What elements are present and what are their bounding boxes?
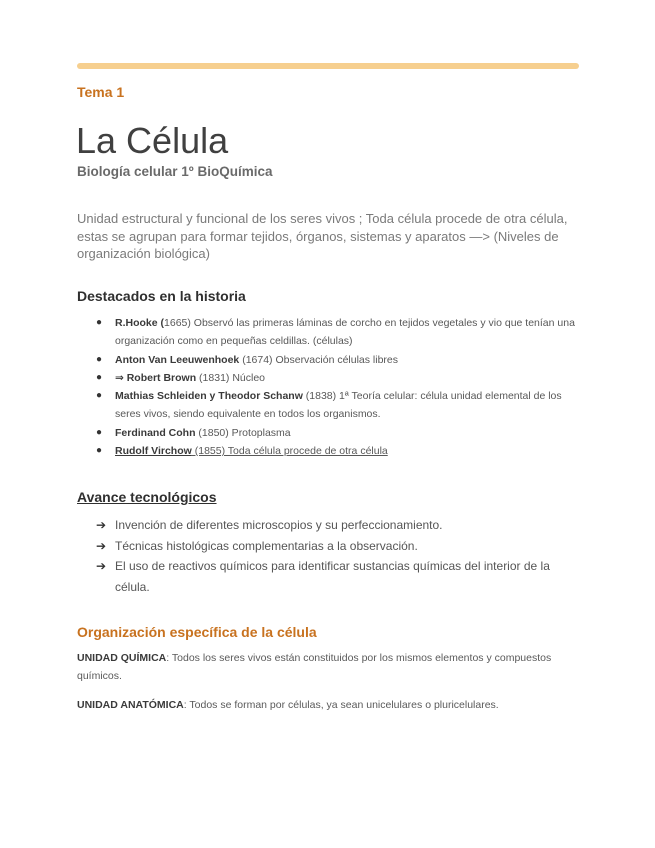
scientist-name: Anton Van Leeuwenhoek [115, 353, 240, 366]
anatomical-unit-text: : Todos se forman por células, ya sean unicelulares o pluricelulares. [183, 699, 499, 711]
list-item-text: (1850) Protoplasma [195, 426, 291, 439]
top-accent-rule [77, 63, 579, 69]
chemical-unit-label: UNIDAD QUÍMICA [77, 652, 167, 664]
page-subtitle: Biología celular 1º BioQuímica [77, 164, 273, 179]
list-item [77, 536, 577, 557]
arrow-right-icon: ➔ [96, 518, 107, 532]
intro-paragraph: Unidad estructural y funcional de los seres vivos ; Toda célula procede de otra célula, estas se agrupan para formar tejidos, órganos, sistemas y aparatos —> (Niveles de organización biológica) [77, 211, 568, 261]
list-item-text: Técnicas histológicas complementarias a la observación. [115, 538, 418, 553]
bullet-icon: ● [96, 390, 103, 402]
list-item [77, 314, 577, 351]
list-item-text: (1838) 1ª Teoría celular: célula unidad elemental de los seres vivos, siendo equivalente en todos los organismos. [115, 390, 562, 421]
bullet-icon: ● [96, 445, 103, 457]
list-item-text: 1665) Observó las primeras láminas de corcho en tejidos vegetales y vio que tenían una organización como en pequeñas celdillas. (células) [115, 317, 575, 348]
topic-label: Tema 1 [77, 84, 125, 100]
page-title: La Célula [76, 120, 229, 161]
chemical-unit-text: : Todos los seres vivos están constituidos por los mismos elementos y compuestos químicos. [77, 652, 552, 682]
list-item-text: (1674) Observación células libres [239, 353, 399, 366]
list-item [77, 515, 577, 536]
chemical-unit-paragraph [77, 650, 567, 685]
arrow-right-icon: ➔ [96, 538, 107, 553]
bullet-icon: ● [96, 426, 103, 438]
scientist-name: Robert Brown [126, 371, 197, 384]
anatomical-unit-paragraph [77, 697, 567, 715]
list-item [77, 424, 577, 442]
scientist-name: Rudolf Virchow [115, 445, 192, 458]
history-list [77, 314, 577, 460]
tech-heading: Avance tecnológicos [77, 489, 217, 505]
scientist-name: Ferdinand Cohn [115, 426, 196, 439]
list-item [77, 387, 577, 424]
bullet-icon: ● [96, 371, 103, 383]
organization-heading: Organización específica de la célula [77, 624, 317, 640]
arrow-prefix-icon: ⇒ [115, 371, 127, 384]
history-heading: Destacados en la historia [77, 288, 246, 304]
arrow-right-icon: ➔ [96, 559, 107, 573]
list-item-text: (1855) Toda célula procede de otra célula [191, 445, 388, 458]
list-item [77, 442, 577, 460]
list-item [77, 369, 577, 387]
list-item [77, 556, 577, 597]
list-item-text: (1831) Núcleo [196, 371, 266, 384]
list-item [77, 351, 577, 369]
anatomical-unit-label: UNIDAD ANATÓMICA [77, 699, 184, 711]
bullet-icon: ● [96, 353, 103, 365]
list-item-text: El uso de reactivos químicos para identificar sustancias químicas del interior de la célula. [115, 559, 550, 594]
list-item-text: Invención de diferentes microscopios y su perfeccionamiento. [115, 518, 443, 532]
scientist-name: R.Hooke ( [115, 317, 165, 329]
scientist-name: Mathias Schleiden y Theodor Schanw [115, 390, 303, 403]
tech-list [77, 515, 577, 597]
bullet-icon: ● [96, 317, 103, 328]
